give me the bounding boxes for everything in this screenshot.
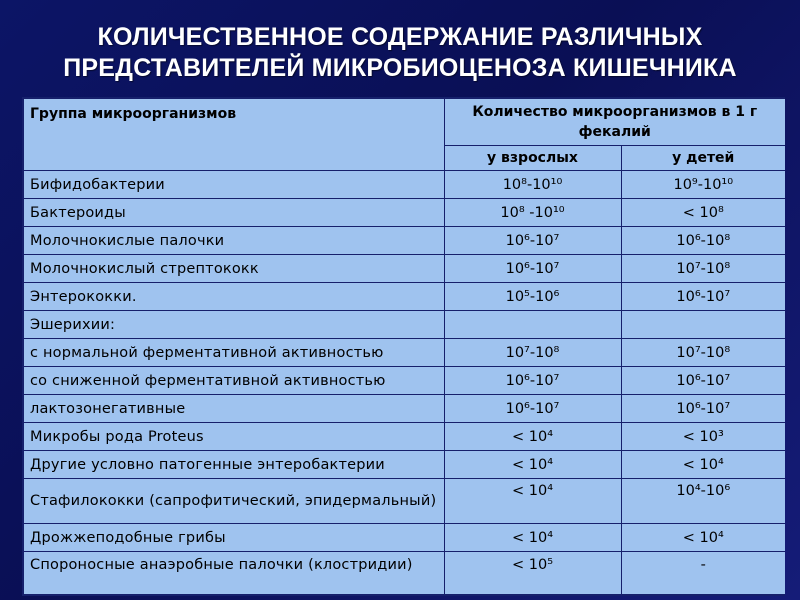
row-children [621, 311, 785, 339]
table-row [23, 552, 785, 596]
row-adults [444, 311, 621, 339]
table-row [23, 451, 785, 479]
row-children: 10⁹-10¹⁰ [621, 171, 785, 199]
row-adults: < 10⁴ [444, 524, 621, 552]
row-name: лактозонегативные [23, 395, 444, 423]
row-name: Микробы рода Proteus [23, 423, 444, 451]
row-name: Спороносные анаэробные палочки (клостридии) [23, 552, 444, 596]
row-children: 10⁶-10⁷ [621, 367, 785, 395]
header-adults: у взрослых [444, 146, 621, 171]
header-row [23, 98, 785, 146]
header-group: Группа микроорганизмов [23, 98, 444, 171]
row-name: Молочнокислые палочки [23, 227, 444, 255]
table-row [23, 227, 785, 255]
row-children: 10⁶-10⁸ [621, 227, 785, 255]
row-children: < 10⁸ [621, 199, 785, 227]
row-adults: < 10⁴ [444, 479, 621, 524]
table-row [23, 283, 785, 311]
row-adults: 10⁶-10⁷ [444, 367, 621, 395]
table-row [23, 367, 785, 395]
row-name: Бифидобактерии [23, 171, 444, 199]
microbiocenosis-table-container [22, 97, 785, 600]
row-name: Стафилококки (сапрофитический, эпидермальный) [23, 479, 444, 524]
row-name: Другие условно патогенные энтеробактерии [23, 451, 444, 479]
table-row [23, 395, 785, 423]
table-row [23, 171, 785, 199]
row-name: Энтерококки. [23, 283, 444, 311]
table-row [23, 423, 785, 451]
row-adults: 10⁷-10⁸ [444, 339, 621, 367]
row-adults: 10⁵-10⁶ [444, 283, 621, 311]
header-quantity: Количество микроорганизмов в 1 г фекалий [444, 98, 785, 146]
row-name: Эшерихии: [23, 311, 444, 339]
row-adults: < 10⁵ [444, 552, 621, 596]
row-children: 10⁶-10⁷ [621, 283, 785, 311]
row-adults: 10⁸-10¹⁰ [444, 171, 621, 199]
title-line-1: КОЛИЧЕСТВЕННОЕ СОДЕРЖАНИЕ РАЗЛИЧНЫХ [97, 23, 703, 51]
row-adults: 10⁶-10⁷ [444, 395, 621, 423]
row-children: < 10⁴ [621, 451, 785, 479]
table-row [23, 255, 785, 283]
row-children: < 10³ [621, 423, 785, 451]
row-adults: 10⁸ -10¹⁰ [444, 199, 621, 227]
row-children: 10⁷-10⁸ [621, 255, 785, 283]
row-adults: < 10⁴ [444, 451, 621, 479]
row-name: Дрожжеподобные грибы [23, 524, 444, 552]
row-children: - [621, 552, 785, 596]
microbiocenosis-table [22, 97, 785, 596]
row-adults: 10⁶-10⁷ [444, 227, 621, 255]
row-children: 10⁴-10⁶ [621, 479, 785, 524]
row-children: 10⁶-10⁷ [621, 395, 785, 423]
row-adults: 10⁶-10⁷ [444, 255, 621, 283]
row-name: с нормальной ферментативной активностью [23, 339, 444, 367]
title-line-2: ПРЕДСТАВИТЕЛЕЙ МИКРОБИОЦЕНОЗА КИШЕЧНИКА [63, 54, 737, 82]
row-adults: < 10⁴ [444, 423, 621, 451]
row-name: Бактероиды [23, 199, 444, 227]
row-children: < 10⁴ [621, 524, 785, 552]
page-title [0, 22, 800, 84]
table-row [23, 524, 785, 552]
table-row [23, 339, 785, 367]
header-children: у детей [621, 146, 785, 171]
row-children: 10⁷-10⁸ [621, 339, 785, 367]
table-row [23, 479, 785, 524]
row-name: со сниженной ферментативной активностью [23, 367, 444, 395]
table-row [23, 311, 785, 339]
table-row [23, 199, 785, 227]
row-name: Молочнокислый стрептококк [23, 255, 444, 283]
